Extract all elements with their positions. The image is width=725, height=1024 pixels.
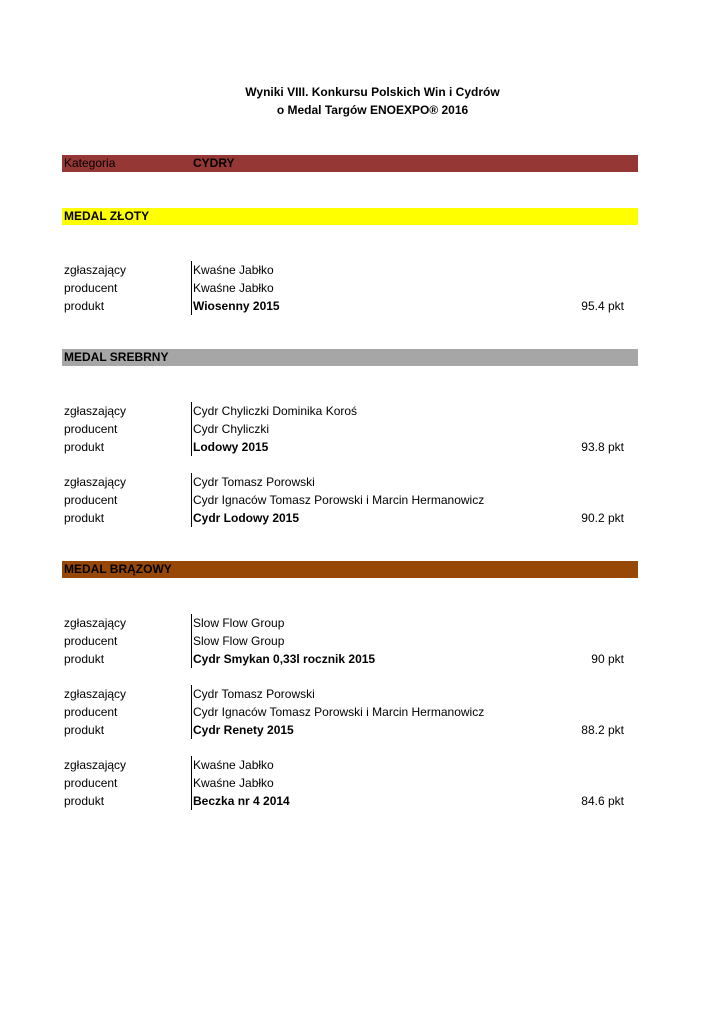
producer-value: Kwaśne Jabłko (193, 281, 274, 295)
entry-producer-row (62, 632, 638, 650)
score-value: 84.6 pkt (581, 794, 624, 808)
entry-producer-row (62, 491, 638, 509)
column-divider (191, 473, 192, 491)
entry-applicant-row (62, 614, 638, 632)
producer-value: Cydr Chyliczki (193, 422, 270, 436)
score-value: 93.8 pkt (581, 440, 624, 454)
producer-label: producent (64, 776, 118, 790)
entry-product-row (62, 792, 638, 810)
column-divider (191, 774, 192, 792)
score-value: 88.2 pkt (581, 723, 624, 737)
document-title-line2: o Medal Targów ENOEXPO® 2016 (276, 103, 469, 117)
medal-silver-label: MEDAL SREBRNY (64, 350, 169, 364)
category-label: Kategoria (64, 156, 116, 170)
entry-producer-row (62, 703, 638, 721)
entry-producer-row (62, 279, 638, 297)
producer-label: producent (64, 422, 118, 436)
producer-value: Cydr Ignaców Tomasz Porowski i Marcin Hermanowicz (193, 705, 485, 719)
score-value: 95.4 pkt (581, 299, 624, 313)
product-label: produkt (64, 511, 105, 525)
product-label: produkt (64, 794, 105, 808)
column-divider (191, 279, 192, 297)
applicant-value: Slow Flow Group (193, 616, 285, 630)
producer-label: producent (64, 493, 118, 507)
column-divider (191, 297, 192, 315)
document-title-line1: Wyniki VIII. Konkursu Polskich Win i Cydrów (245, 85, 500, 99)
applicant-value: Cydr Tomasz Porowski (193, 475, 315, 489)
product-value: Cydr Renety 2015 (193, 723, 294, 737)
producer-label: producent (64, 281, 118, 295)
column-divider (191, 509, 192, 527)
column-divider (191, 261, 192, 279)
product-value: Wiosenny 2015 (193, 299, 280, 313)
medal-silver-header (62, 349, 638, 366)
column-divider (191, 614, 192, 632)
applicant-value: Cydr Chyliczki Dominika Koroś (193, 404, 358, 418)
column-divider (191, 756, 192, 774)
applicant-label: zgłaszający (64, 616, 127, 630)
category-value: CYDRY (193, 156, 235, 170)
product-value: Cydr Smykan 0,33l rocznik 2015 (193, 652, 376, 666)
applicant-label: zgłaszający (64, 687, 127, 701)
applicant-value: Kwaśne Jabłko (193, 758, 274, 772)
applicant-value: Cydr Tomasz Porowski (193, 687, 315, 701)
entry-applicant-row (62, 402, 638, 420)
column-divider (191, 703, 192, 721)
producer-value: Kwaśne Jabłko (193, 776, 274, 790)
product-label: produkt (64, 723, 105, 737)
applicant-label: zgłaszający (64, 404, 127, 418)
applicant-label: zgłaszający (64, 758, 127, 772)
score-value: 90 pkt (591, 652, 624, 666)
product-label: produkt (64, 440, 105, 454)
medal-bronze-header (62, 561, 638, 578)
medal-bronze-label: MEDAL BRĄZOWY (64, 562, 172, 576)
column-divider (191, 491, 192, 509)
entry-applicant-row (62, 685, 638, 703)
score-value: 90.2 pkt (581, 511, 624, 525)
column-divider (191, 632, 192, 650)
product-label: produkt (64, 299, 105, 313)
product-value: Beczka nr 4 2014 (193, 794, 290, 808)
column-divider (191, 420, 192, 438)
entry-applicant-row (62, 261, 638, 279)
entry-applicant-row (62, 756, 638, 774)
product-value: Cydr Lodowy 2015 (193, 511, 300, 525)
entry-producer-row (62, 774, 638, 792)
entry-applicant-row (62, 473, 638, 491)
producer-value: Slow Flow Group (193, 634, 285, 648)
column-divider (191, 685, 192, 703)
entry-product-row (62, 721, 638, 739)
column-divider (191, 438, 192, 456)
entry-producer-row (62, 420, 638, 438)
column-divider (191, 650, 192, 668)
producer-value: Cydr Ignaców Tomasz Porowski i Marcin Hermanowicz (193, 493, 485, 507)
entry-product-row (62, 509, 638, 527)
applicant-label: zgłaszający (64, 263, 127, 277)
entry-product-row (62, 438, 638, 456)
medal-gold-header (62, 208, 638, 225)
medal-gold-label: MEDAL ZŁOTY (64, 209, 150, 223)
entry-product-row (62, 297, 638, 315)
category-bar (62, 155, 638, 172)
applicant-value: Kwaśne Jabłko (193, 263, 274, 277)
producer-label: producent (64, 634, 118, 648)
entry-product-row (62, 650, 638, 668)
producer-label: producent (64, 705, 118, 719)
product-label: produkt (64, 652, 105, 666)
column-divider (191, 721, 192, 739)
applicant-label: zgłaszający (64, 475, 127, 489)
column-divider (191, 402, 192, 420)
column-divider (191, 792, 192, 810)
product-value: Lodowy 2015 (193, 440, 269, 454)
